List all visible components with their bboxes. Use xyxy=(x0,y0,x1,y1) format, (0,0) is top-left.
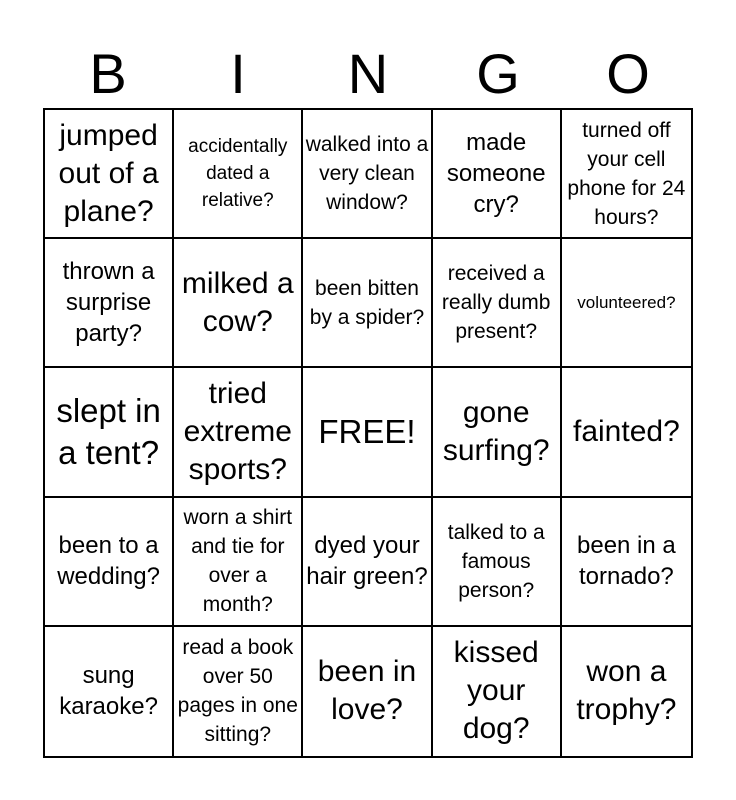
bingo-cell-text: walked into a very clean window? xyxy=(305,133,429,215)
bingo-cell-text: won a trophy? xyxy=(576,655,677,727)
bingo-cell-text: slept in a tent? xyxy=(56,391,161,471)
bingo-cell-text: tried extreme sports? xyxy=(183,376,292,486)
bingo-cell[interactable] xyxy=(174,627,303,756)
bingo-cell[interactable] xyxy=(433,498,562,627)
bingo-cell[interactable] xyxy=(303,498,432,627)
bingo-cell-text: received a really dumb present? xyxy=(441,262,551,344)
bingo-header xyxy=(43,40,693,108)
bingo-cell-text: milked a cow? xyxy=(181,266,294,338)
bingo-cell-text: thrown a surprise party? xyxy=(62,258,155,348)
bingo-cell-text: accidentally dated a relative? xyxy=(188,136,288,212)
bingo-cell-text: dyed your hair green? xyxy=(306,532,428,591)
bingo-cell-text: read a book over 50 pages in one sitting? xyxy=(177,636,298,747)
bingo-cell-text: talked to a famous person? xyxy=(447,520,545,602)
bingo-cell[interactable] xyxy=(562,368,691,497)
bingo-cell[interactable] xyxy=(174,368,303,497)
bingo-cell[interactable] xyxy=(562,239,691,368)
header-letter-b: B xyxy=(89,42,127,105)
bingo-cell-text: been in a tornado? xyxy=(577,532,676,591)
bingo-cell-text: kissed your dog? xyxy=(453,636,539,746)
bingo-cell[interactable] xyxy=(45,368,174,497)
bingo-board xyxy=(43,108,693,758)
bingo-cell[interactable] xyxy=(562,110,691,239)
bingo-cell[interactable] xyxy=(303,110,432,239)
bingo-cell-text: sung karaoke? xyxy=(59,662,158,721)
bingo-cell[interactable] xyxy=(45,627,174,756)
bingo-cell-text: been in love? xyxy=(317,655,417,727)
bingo-cell-text: made someone cry? xyxy=(446,129,546,219)
bingo-cell[interactable] xyxy=(433,368,562,497)
header-letter-i: I xyxy=(230,42,246,105)
bingo-cell-text: worn a shirt and tie for over a month? xyxy=(183,506,293,617)
bingo-cell-text: been bitten by a spider? xyxy=(309,276,425,329)
free-space[interactable] xyxy=(303,368,432,497)
bingo-cell[interactable] xyxy=(174,110,303,239)
bingo-cell-text: been to a wedding? xyxy=(57,532,160,591)
bingo-cell[interactable] xyxy=(433,627,562,756)
header-letter-g: G xyxy=(476,42,520,105)
header-letter-o: O xyxy=(606,42,650,105)
bingo-cell-text: jumped out of a plane? xyxy=(58,118,159,228)
bingo-cell[interactable] xyxy=(45,498,174,627)
bingo-cell[interactable] xyxy=(45,110,174,239)
bingo-cell[interactable] xyxy=(433,239,562,368)
bingo-cell-text: fainted? xyxy=(573,414,680,448)
bingo-cell[interactable] xyxy=(303,627,432,756)
bingo-cell[interactable] xyxy=(174,239,303,368)
bingo-cell-text: volunteered? xyxy=(577,292,676,312)
bingo-cell[interactable] xyxy=(303,239,432,368)
bingo-cell[interactable] xyxy=(562,627,691,756)
bingo-cell[interactable] xyxy=(562,498,691,627)
bingo-cell-text: turned off your cell phone for 24 hours? xyxy=(567,118,686,229)
bingo-cell[interactable] xyxy=(45,239,174,368)
bingo-cell[interactable] xyxy=(174,498,303,627)
free-space-text: FREE! xyxy=(318,412,416,450)
header-letter-n: N xyxy=(347,42,389,105)
bingo-cell-text: gone surfing? xyxy=(442,395,550,467)
bingo-cell[interactable] xyxy=(433,110,562,239)
